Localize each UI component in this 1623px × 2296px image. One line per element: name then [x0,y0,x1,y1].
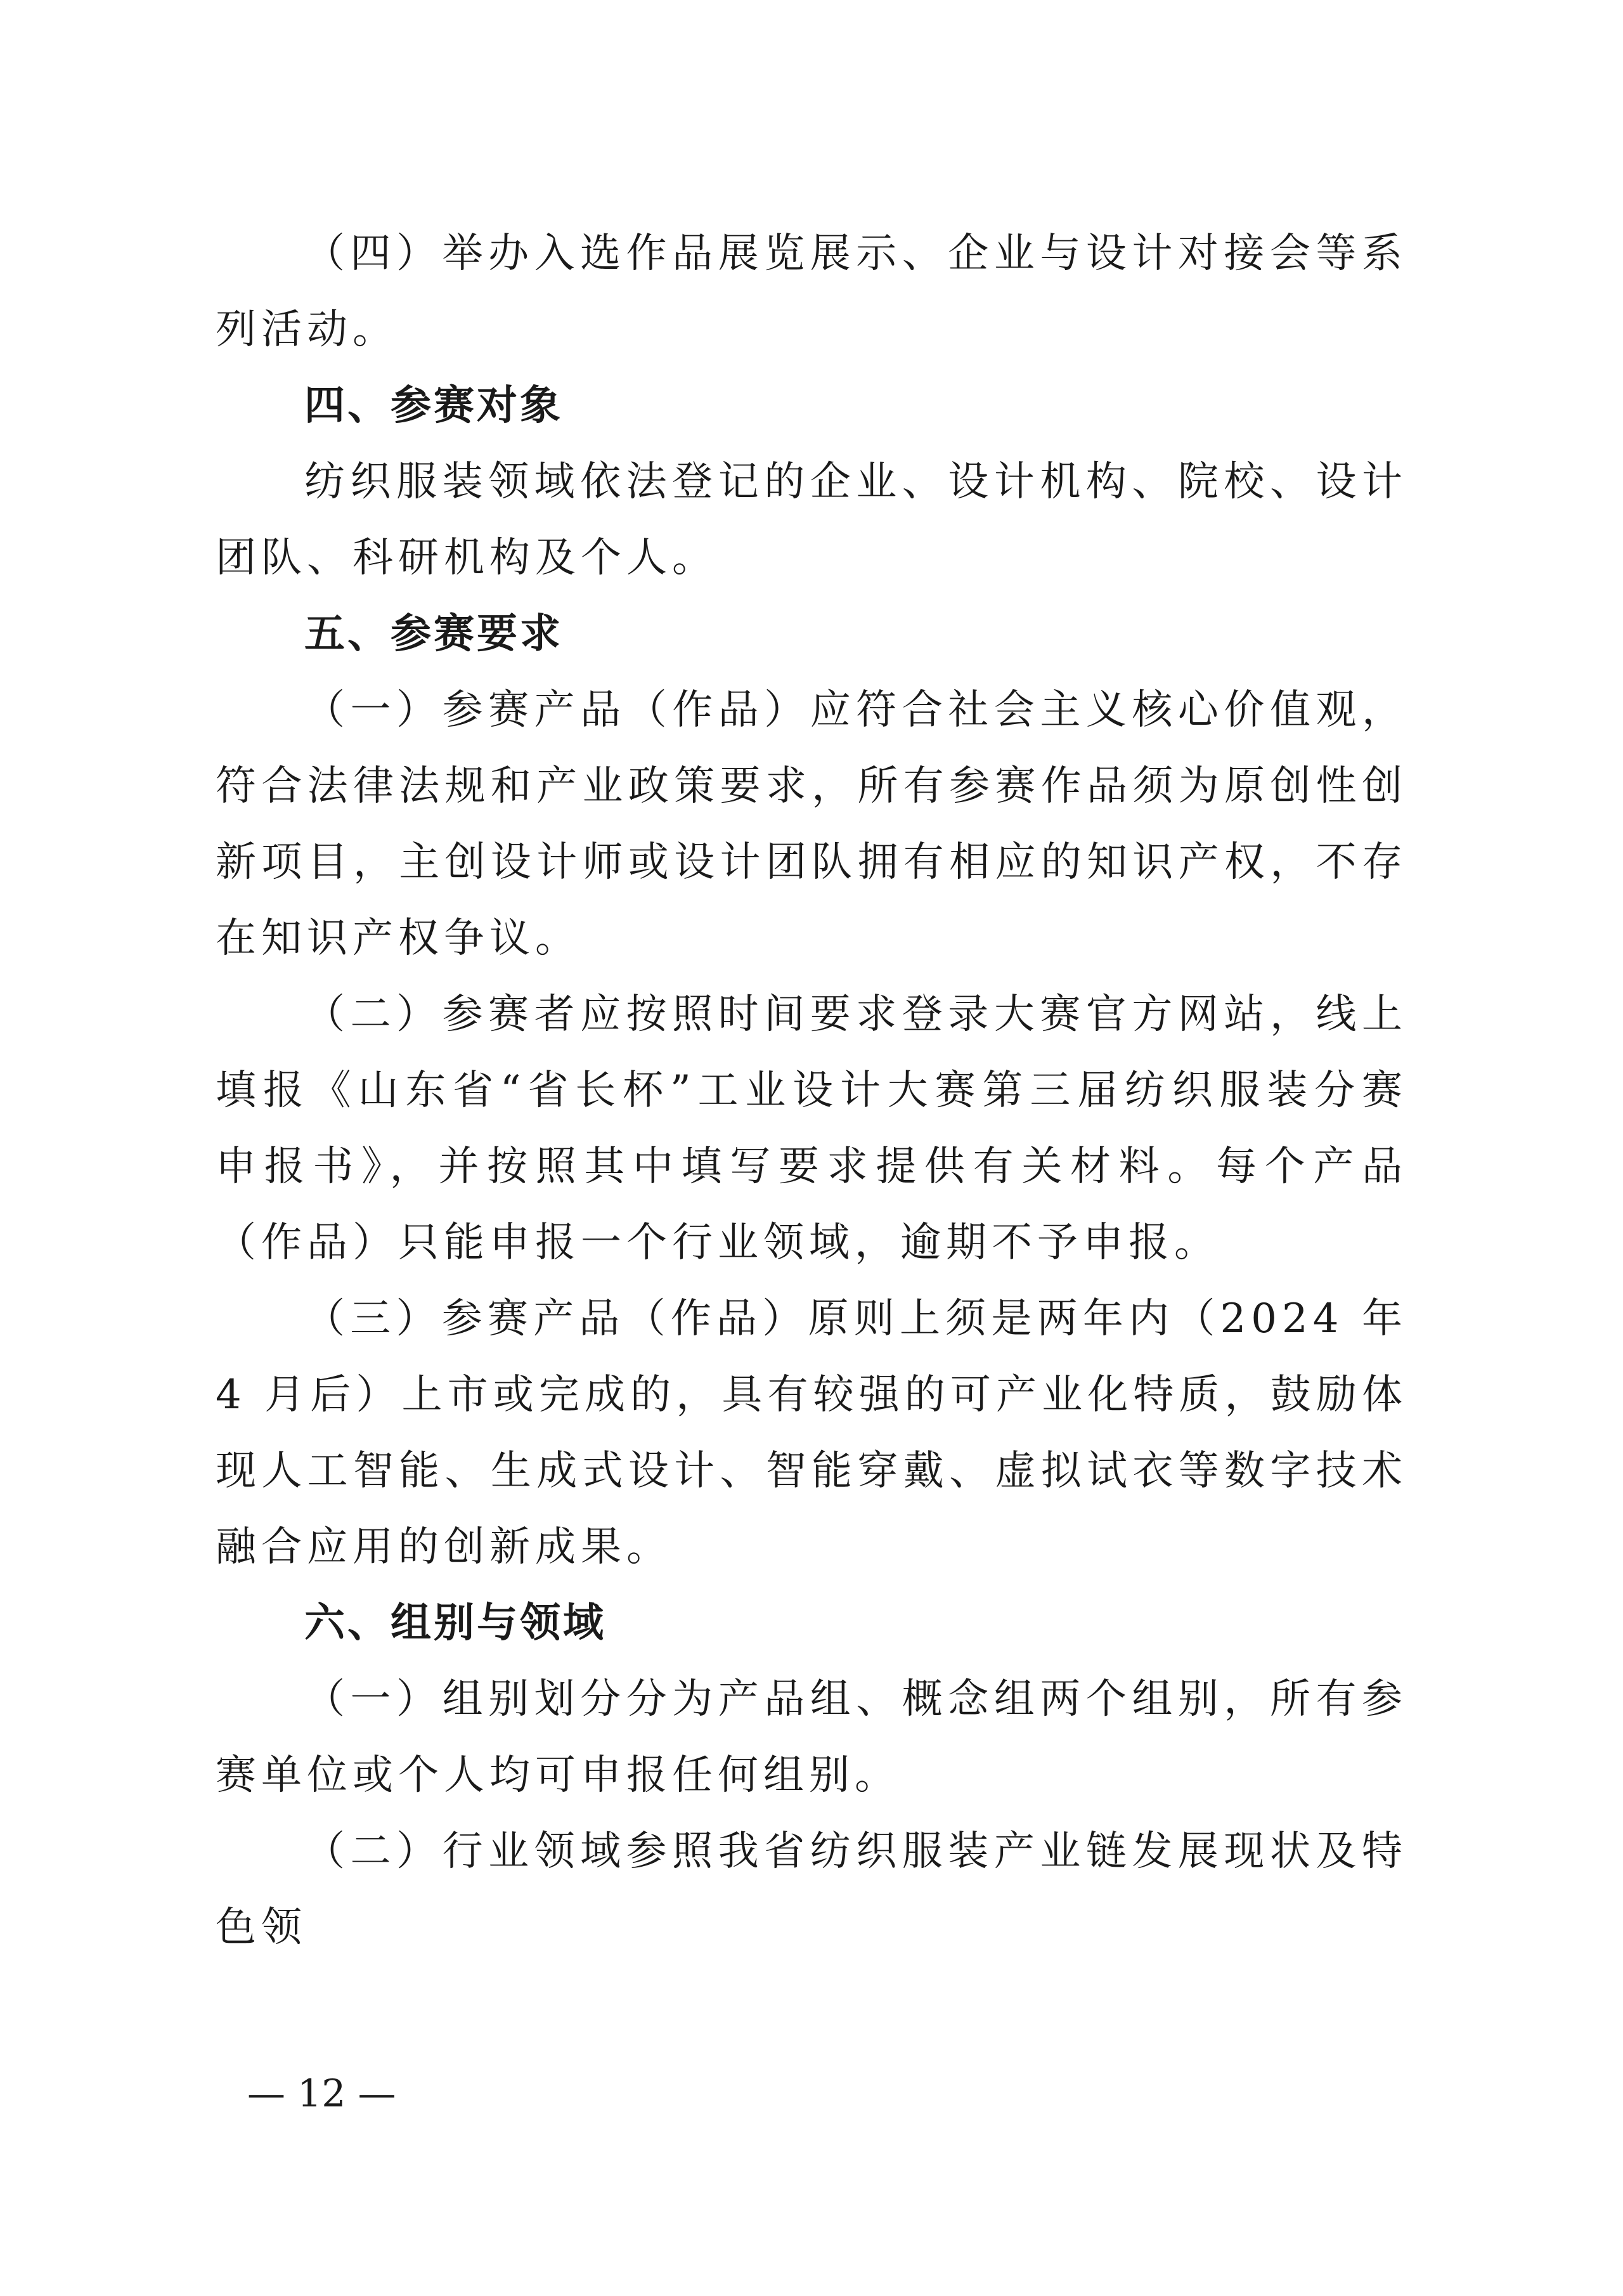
page-number: — 12 — [247,2072,396,2116]
body-text [216,216,1407,1966]
paragraph-requirement-2: （二）参赛者应按照时间要求登录大赛官方网站，线上填报《山东省“省长杯”工业设计大赛第三届纺织服装分赛申报书》，并按照其中填写要求提供有关材料。每个产品（作品）只能申报一个行业领域，逾期不予申报。 [216,991,1407,1266]
paragraph-requirement-1: （一）参赛产品（作品）应符合社会主义核心价值观，符合法律法规和产业政策要求，所有参赛作品须为原创性创新项目，主创设计师或设计团队拥有相应的知识产权，不存在知识产权争议。 [216,687,1407,962]
heading-groups-fields: 六、组别与领域 [304,1600,606,1647]
heading-requirements: 五、参赛要求 [304,611,563,658]
paragraph-participants: 纺织服装领域依法登记的企业、设计机构、院校、设计团队、科研机构及个人。 [216,458,1407,581]
paragraph-groups: （一）组别划分分为产品组、概念组两个组别，所有参赛单位或个人均可申报任何组别。 [216,1676,1407,1799]
heading-participants: 四、参赛对象 [304,382,563,429]
paragraph-fields: （二）行业领域参照我省纺织服装产业链发展现状及特色领 [216,1828,1407,1951]
paragraph-exhibition-activities: （四）举办入选作品展览展示、企业与设计对接会等系列活动。 [216,230,1407,353]
paragraph-requirement-3: （三）参赛产品（作品）原则上须是两年内（2024 年 4 月后）上市或完成的，具有较强的可产业化特质，鼓励体现人工智能、生成式设计、智能穿戴、虚拟试衣等数字技术融合应用的创新成果。 [216,1295,1407,1571]
